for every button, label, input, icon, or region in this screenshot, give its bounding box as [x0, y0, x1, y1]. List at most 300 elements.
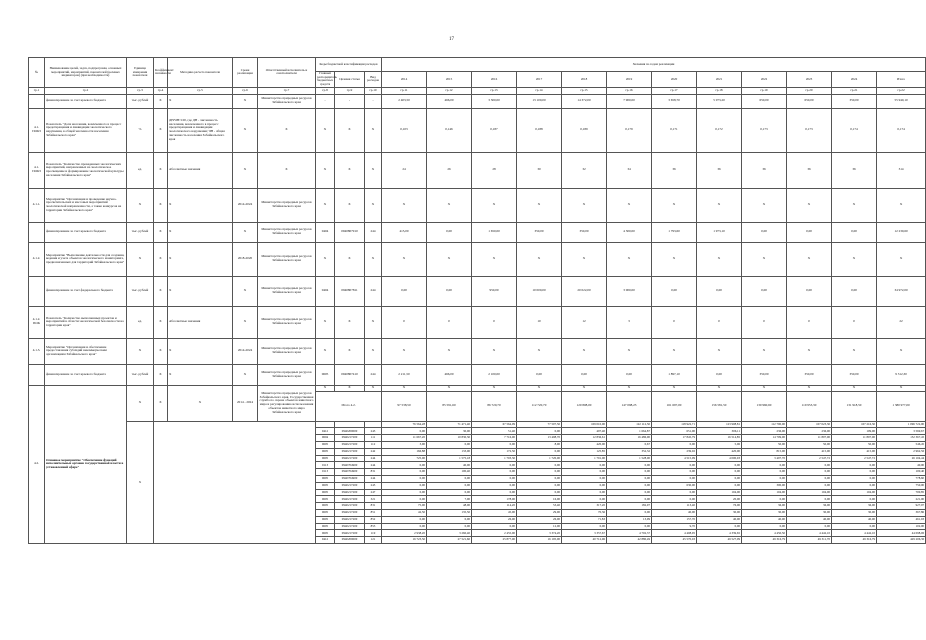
column-number: гр.12 [427, 87, 472, 94]
line-total: 546,45 [877, 442, 926, 449]
row-period: Х [233, 364, 258, 385]
row-value: 0,00 [832, 276, 877, 306]
line-value: 42 880,49 [607, 537, 652, 544]
line-value: 4 339,65 [697, 530, 742, 537]
line-value: 76,00 [697, 503, 742, 510]
row-value: 13 100,00 [517, 94, 562, 108]
row-value: 350,00 [517, 222, 562, 242]
line-grbs: 0605 [316, 448, 335, 455]
line-value: 77 507,50 [517, 421, 562, 428]
line-total: 3 569,67 [877, 428, 926, 435]
line-grbs: 0605 [316, 482, 335, 489]
row-csr: 0940807811 [335, 276, 365, 306]
line-value: 104,00 [787, 489, 832, 496]
line-total: 44 098,00 [877, 530, 926, 537]
header-year: 2016 [472, 72, 517, 88]
row-name: Мероприятие "Выполнение деятельности для создания, ведения и учета объектов экологического мониторинга, предназначенных для территорий Забайкальского края" [45, 242, 127, 276]
line-value: 0,00 [607, 482, 652, 489]
line-value: 0,00 [787, 523, 832, 530]
row-grbs: 0404 [316, 276, 335, 306]
row-value: 0,187 [472, 108, 517, 152]
line-value: 104,00 [697, 489, 742, 496]
line-value: 0,00 [652, 462, 697, 469]
row-value: Х [382, 188, 427, 222]
line-value: 104,00 [832, 489, 877, 496]
row-exec: Министерство природных ресурсов Забайкальского края [258, 222, 316, 242]
row-csr: - [335, 94, 365, 108]
line-value: 71,83 [562, 516, 607, 523]
row-vr: Х [365, 108, 382, 152]
line-value: 415,00 [787, 448, 832, 455]
line-value: 178,00 [472, 496, 517, 503]
line-value: 30,00 [787, 510, 832, 517]
line-value: 0,00 [472, 442, 517, 449]
row-name: Показатель "Количество проведенных экологических мероприятий, направленных на экологическое просвещение и формирование экологической культуры населения Забайкальского края" [45, 152, 127, 188]
line-csr: 0940217200 [335, 442, 365, 449]
row-total: 12 230,60 [877, 222, 926, 242]
line-csr: 0940217200 [335, 455, 365, 462]
line-value: 26,00 [517, 516, 562, 523]
block-total-value: 147 098,23 [607, 391, 652, 421]
line-value: 14 709,00 [742, 435, 787, 442]
header-name: Наименование целей, задач, подпрограмм, основных мероприятий, мероприятий, показателей (целевых индикаторов) (при необходимости) [45, 58, 127, 88]
block-x-cell: Х [787, 385, 832, 391]
row-vr: Х [365, 242, 382, 276]
block-period: 2014 - 2024 [233, 385, 258, 421]
row-value: 12 [562, 306, 607, 338]
block-x-cell: Х [335, 385, 365, 391]
line-value: 71 471,40 [427, 421, 472, 428]
line-total: 367,86 [877, 510, 926, 517]
line-value: 0,00 [832, 482, 877, 489]
row-grbs: Х [316, 152, 335, 188]
row-grbs: Х [316, 188, 335, 222]
line-value: 420,00 [697, 448, 742, 455]
row-name: Мероприятие "Организация и проведение научно-просветительских и массовых мероприятий экологической направленности, а также конкурсов на территории Забайкальского края" [45, 188, 127, 222]
line-value: 0,00 [832, 469, 877, 476]
line-grbs [316, 421, 335, 428]
column-number: гр.14 [517, 87, 562, 94]
header-year: 2023 [787, 72, 832, 88]
row-number: 4.1. ПОКЗ [29, 152, 45, 188]
line-value: 42,50 [382, 510, 427, 517]
line-vr: 111 [365, 435, 382, 442]
line-value: 50,00 [742, 442, 787, 449]
line-value: 67 564,09 [472, 421, 517, 428]
row-name: финансирование за счет федерального бюджета [45, 276, 127, 306]
row-value: 0,179 [607, 108, 652, 152]
table-row [29, 242, 926, 276]
line-value: 0,00 [517, 462, 562, 469]
row-value: 0,00 [427, 276, 472, 306]
line-value: 0,00 [697, 462, 742, 469]
line-value: 0,00 [607, 469, 652, 476]
line-value: 0,00 [472, 476, 517, 483]
line-value: 107 216,30 [832, 421, 877, 428]
line-value: 0,00 [832, 462, 877, 469]
header-vr: Вид расходов [365, 72, 382, 88]
line-value: 182,97 [607, 503, 652, 510]
line-value: 25 877,00 [472, 537, 517, 544]
line-value: 0,00 [787, 469, 832, 476]
line-value: 30,00 [832, 510, 877, 517]
line-value: 1 575,18 [427, 455, 472, 462]
row-value: Х [607, 242, 652, 276]
row-value: Х [562, 188, 607, 222]
row-value: 7 900,00 [607, 94, 652, 108]
row-value: Х [787, 188, 832, 222]
row-unit: % [127, 108, 154, 152]
line-csr: 0940217200 [335, 503, 365, 510]
header-method: Методика расчета показателя [168, 58, 233, 88]
row-exec: Х [258, 152, 316, 188]
table-row [29, 338, 926, 364]
line-value: 0,00 [472, 489, 517, 496]
line-grbs: 0113 [316, 469, 335, 476]
header-unit: Единица измерения показателя [127, 58, 154, 88]
header-grbs: Главный распорядитель бюджетных средств [317, 71, 337, 87]
row-vr: 244 [365, 364, 382, 385]
row-value: 0,00 [517, 364, 562, 385]
table-row [29, 108, 926, 152]
line-value: 40,00 [832, 516, 877, 523]
line-value: 16 486,90 [607, 435, 652, 442]
line-value: 1 791,00 [562, 455, 607, 462]
block-x-cell: Х [517, 385, 562, 391]
row-value: 950,00 [472, 276, 517, 306]
block-x-cell: Х [697, 385, 742, 391]
line-value: 0,00 [382, 462, 427, 469]
line-value: 49 311,70 [787, 537, 832, 544]
line-vr: 243 [365, 428, 382, 435]
row-method: Абсолютные значения [168, 152, 233, 188]
line-value: 4 702,37 [607, 530, 652, 537]
line-value: 497,40 [562, 428, 607, 435]
line-value: 0,00 [562, 482, 607, 489]
row-value: 4 300,00 [607, 222, 652, 242]
line-value: 0,00 [562, 489, 607, 496]
block-total-value: 119 953,30 [787, 391, 832, 421]
line-value: 4 442,10 [832, 530, 877, 537]
row-exec: Министерство природных ресурсов Забайкальского края [258, 306, 316, 338]
line-value: 0,00 [742, 462, 787, 469]
row-name: Мероприятие "Организация и обеспечение предоставления субсидий некоммерческим организациям Забайкальского края" [45, 338, 127, 364]
row-csr: Х [335, 306, 365, 338]
row-value: 350,00 [562, 222, 607, 242]
row-value: Х [742, 338, 787, 364]
row-grbs: Х [316, 242, 335, 276]
line-value: 0,00 [742, 476, 787, 483]
line-value: 306,11 [697, 428, 742, 435]
row-value: Х [517, 242, 562, 276]
line-value: 0,00 [832, 476, 877, 483]
line-value: 0,00 [652, 442, 697, 449]
row-name: финансирование за счет краевого бюджета [45, 222, 127, 242]
line-value: 2 938,20 [382, 530, 427, 537]
line-value: 725,00 [382, 455, 427, 462]
row-value: 0,00 [742, 276, 787, 306]
row-period: Х [233, 108, 258, 152]
line-value: 11 897,00 [832, 435, 877, 442]
row-unit: тыс. рублей [127, 364, 154, 385]
line-csr: 0940217200 [335, 448, 365, 455]
line-grbs: 0605 [316, 503, 335, 510]
row-value: 0,00 [697, 276, 742, 306]
line-vr: 121 [365, 537, 382, 544]
line-value: 76 564,28 [382, 421, 427, 428]
row-value: 30 [517, 152, 562, 188]
line-vr: 119 [365, 530, 382, 537]
line-value: 13,99 [607, 516, 652, 523]
line-value: 0,00 [742, 523, 787, 530]
line-value: 0,00 [697, 476, 742, 483]
line-value: 0,00 [742, 469, 787, 476]
line-value: 26,00 [472, 516, 517, 523]
row-value: 28 [472, 152, 517, 188]
line-grbs: 0605 [316, 455, 335, 462]
line-value: 0,00 [697, 482, 742, 489]
column-number: гр.1 [29, 87, 45, 94]
line-value: 49 527,09 [697, 537, 742, 544]
block-total-label: Итого 4.2. [316, 391, 382, 421]
line-value: 70,36 [562, 510, 607, 517]
line-value: 0,67 [607, 442, 652, 449]
line-value: 352,32 [607, 448, 652, 455]
column-number: гр.7 [258, 87, 316, 94]
line-value: 0,00 [832, 496, 877, 503]
line-value: 420,00 [562, 442, 607, 449]
row-exec: Министерство природных ресурсов Забайкальского края [258, 94, 316, 108]
row-value: 0,146 [427, 108, 472, 152]
line-grbs: 0605 [316, 523, 335, 530]
block-x-cell: Х [316, 385, 335, 391]
row-period: 2014-2024 [233, 188, 258, 222]
line-vr: 244 [365, 462, 382, 469]
row-period: Х [233, 306, 258, 338]
line-value: 30,00 [742, 510, 787, 517]
block-coef: Х [154, 385, 168, 421]
header-values-group: Значения по годам реализации [382, 58, 926, 72]
row-value: 3 000,00 [607, 276, 652, 306]
row-value: 350,00 [832, 94, 877, 108]
row-csr: Х [335, 188, 365, 222]
row-value: 34 [607, 152, 652, 188]
row-value: 0 [652, 306, 697, 338]
row-value: Х [652, 188, 697, 222]
column-number: гр.16 [607, 87, 652, 94]
row-value: 0 [697, 306, 742, 338]
row-value: 0,173 [787, 108, 832, 152]
column-number: гр.17 [652, 87, 697, 94]
row-value: Х [607, 188, 652, 222]
line-value: 13 498,70 [517, 435, 562, 442]
block-x-cell: Х [877, 385, 926, 391]
row-value: 350,00 [787, 364, 832, 385]
column-number: гр.10 [365, 87, 382, 94]
line-value: 0,00 [832, 523, 877, 530]
line-value: 2 547,72 [787, 455, 832, 462]
line-value: 3,90 [382, 442, 427, 449]
line-value: 300,00 [742, 482, 787, 489]
block-x-cell: Х [742, 385, 787, 391]
row-exec: Министерство природных ресурсов Забайкальского края [258, 242, 316, 276]
row-value: 0,174 [832, 108, 877, 152]
row-unit: Х [127, 188, 154, 222]
line-value: 40,00 [427, 462, 472, 469]
block-x-cell: Х [562, 385, 607, 391]
line-value: 0,00 [517, 476, 562, 483]
block-unit: Х [127, 385, 154, 421]
row-unit: Х [127, 338, 154, 364]
row-value: 36 [697, 152, 742, 188]
row-value: Х [562, 338, 607, 364]
line-value: 1 664,87 [607, 428, 652, 435]
row-value: 36 [742, 152, 787, 188]
line-total: 2 962,50 [877, 448, 926, 455]
row-value: 14 372,00 [562, 94, 607, 108]
row-method: Х [168, 222, 233, 242]
line-value: 0,00 [472, 469, 517, 476]
row-total: Х [877, 242, 926, 276]
row-value: 0 [382, 306, 427, 338]
line-vr: 242 [365, 448, 382, 455]
line-value: 16 514,85 [697, 435, 742, 442]
line-total: 927,97 [877, 503, 926, 510]
row-coef: Х [154, 364, 168, 385]
line-csr: 0940704900 [335, 462, 365, 469]
column-number: гр.22 [877, 87, 926, 94]
line-value: 0,00 [382, 489, 427, 496]
line-total: 461,93 [877, 516, 926, 523]
header-year: 2020 [652, 72, 697, 88]
block-number: 4.2. [29, 385, 45, 543]
line-value: 0,00 [472, 523, 517, 530]
line-value: 27 521,60 [427, 537, 472, 544]
row-coef: Х [154, 152, 168, 188]
row-total: 34 972,00 [877, 276, 926, 306]
line-value: 0,00 [382, 469, 427, 476]
row-value: 415,00 [382, 222, 427, 242]
column-number: гр.2 [45, 87, 127, 94]
block-line [29, 421, 926, 428]
line-vr: 853 [365, 523, 382, 530]
row-method: Х [168, 242, 233, 276]
block-total-value: 156 581,50 [697, 391, 742, 421]
line-value: 0,00 [787, 462, 832, 469]
row-unit: Х [127, 242, 154, 276]
line-value: 112 790,00 [742, 421, 787, 428]
row-exec: Министерство природных ресурсов Забайкальского края [258, 338, 316, 364]
line-csr: 0940217200 [335, 510, 365, 517]
line-value: 11 667,20 [382, 435, 427, 442]
line-grbs: 0113 [316, 462, 335, 469]
table-row [29, 306, 926, 338]
row-method: Х [168, 338, 233, 364]
line-value: 0,00 [517, 428, 562, 435]
line-value: 4 515,09 [652, 455, 697, 462]
line-value: 0,00 [382, 482, 427, 489]
row-unit: тыс. рублей [127, 276, 154, 306]
row-exec: Министерство природных ресурсов Забайкальского края [258, 188, 316, 222]
row-value: 32 [562, 152, 607, 188]
line-value: 109 010,00 [562, 421, 607, 428]
row-value: 1 973,10 [697, 222, 742, 242]
line-total: 429 206,30 [877, 537, 926, 544]
header-year: 2024 [832, 72, 877, 88]
line-value: 9,70 [652, 523, 697, 530]
line-value: 49 316,79 [742, 537, 787, 544]
row-value: 0,171 [652, 108, 697, 152]
row-number: 4.1.2. [29, 242, 45, 276]
row-number [29, 364, 45, 385]
line-value: 17 845,79 [652, 435, 697, 442]
block-total-value: 112 720,70 [517, 391, 562, 421]
line-grbs: 0605 [316, 530, 335, 537]
line-value: 7,00 [427, 496, 472, 503]
row-vr: Х [365, 306, 382, 338]
line-grbs: 0604 [316, 435, 335, 442]
line-csr: 0940217200 [335, 516, 365, 523]
line-value: 0,00 [562, 523, 607, 530]
line-value: 0,00 [562, 469, 607, 476]
row-value: 3 300,00 [472, 94, 517, 108]
line-value: 0,00 [427, 482, 472, 489]
row-value: 0,00 [562, 364, 607, 385]
line-value: 16,00 [517, 496, 562, 503]
line-value: 0,00 [607, 462, 652, 469]
block-sub-blank [154, 421, 316, 543]
row-value: 20 022,00 [562, 276, 607, 306]
row-name: Показатель "Доля населения, вовлеченного в процесс предотвращения и ликвидации экологического нарушения, в общей численности населения Забайкальского края" [45, 108, 127, 152]
row-value: 0,188 [517, 108, 562, 152]
line-value: 36,00 [787, 503, 832, 510]
row-value: 0,00 [742, 222, 787, 242]
row-value: Х [697, 188, 742, 222]
row-value: Х [697, 338, 742, 364]
header-codes-group: Коды бюджетной классификации расходов [316, 58, 382, 72]
block-total-value: 85 591,60 [427, 391, 472, 421]
header-total: Итого [877, 72, 926, 88]
row-value: Х [742, 242, 787, 276]
line-csr: 0940704900 [335, 476, 365, 483]
line-value: 236,00 [787, 428, 832, 435]
row-value: 0,00 [787, 276, 832, 306]
line-value: 100,40 [427, 469, 472, 476]
line-total: 778,60 [877, 476, 926, 483]
row-value: 0 [742, 306, 787, 338]
line-value: 36,00 [832, 503, 877, 510]
line-value: 4 450,50 [742, 530, 787, 537]
row-value: 1 897,10 [652, 364, 697, 385]
column-number: гр.3 [127, 87, 154, 94]
line-total: 102,00 [877, 523, 926, 530]
row-coef: Х [154, 108, 168, 152]
block-x-cell: Х [427, 385, 472, 391]
row-value: 350,00 [742, 364, 787, 385]
line-value: 0,00 [607, 496, 652, 503]
row-vr: - [365, 94, 382, 108]
row-number: 4.1.3. [29, 338, 45, 364]
row-value: 0 [427, 306, 472, 338]
line-value: 40,00 [787, 516, 832, 523]
row-value: 10 [517, 306, 562, 338]
line-vr [365, 421, 382, 428]
line-value: 40,00 [697, 516, 742, 523]
column-number: гр.19 [742, 87, 787, 94]
column-number: гр.20 [787, 87, 832, 94]
row-value: 0,173 [742, 108, 787, 152]
line-total: 1 096 722,00 [877, 421, 926, 428]
